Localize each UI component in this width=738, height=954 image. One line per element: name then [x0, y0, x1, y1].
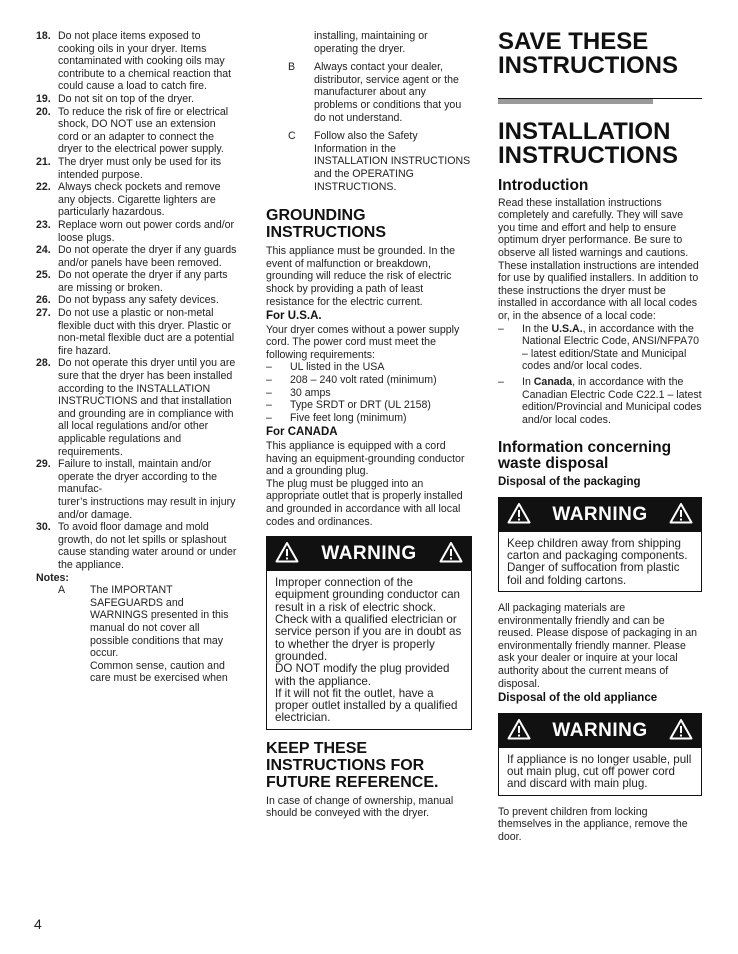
- safety-list-item: [36, 156, 239, 181]
- warning-label: WARNING: [552, 503, 648, 525]
- note-a-cont-text: installing, maintaining or operating the dryer.: [314, 30, 428, 55]
- safety-list-item: [36, 458, 239, 521]
- safety-list-item: [36, 244, 239, 269]
- intro-title: Introduction: [498, 177, 589, 194]
- warning-text: Improper connection of the equipment grounding conductor can result in a risk of electric shock. Check with a qualified electrician or service person if you are in doubt as to whether the dryer is properly grounded. DO NOT modify the plug provided with the appliance. If it will not fit the outlet, have a proper outlet installed by a qualified electrician.: [275, 576, 462, 725]
- item-text: Do not sit on top of the dryer.: [58, 92, 195, 105]
- item-text: Do not operate the dryer if any parts are missing or broken.: [58, 269, 228, 294]
- requirement-item: – 30 amps: [266, 386, 331, 399]
- canada-title: For CANADA: [266, 426, 338, 439]
- note-a-text: The IMPORTANT SAFEGUARDS and WARNINGS presented in this manual do not cover all possible conditions that may occur. Common sense, caution and care must be exercised when: [90, 584, 229, 685]
- keep-title: KEEP THESE INSTRUCTIONS FOR FUTURE REFERENCE.: [266, 739, 439, 791]
- packaging-title: Disposal of the packaging: [498, 476, 641, 489]
- item-number: 30.: [36, 521, 51, 534]
- item-text: Do not operate this dryer until you are sure that the dryer has been installed according to the INSTALLATION INSTRUCTIONS and that installation and grounding are in compliance with all local regulations and/or other applicable regulations and requirements.: [58, 357, 236, 458]
- code-usa: – In the U.S.A., in accordance with the National Electric Code, ANSI/NFPA70 – latest edition/State and Municipal codes and/or local codes.: [498, 322, 700, 373]
- item-text: To avoid floor damage and mold growth, do not let spills or splashout cause standing water around or under the appliance.: [58, 521, 237, 571]
- item-number: 23.: [36, 218, 51, 231]
- note-a: [58, 584, 239, 685]
- item-text: Replace worn out power cords and/or loose plugs.: [58, 218, 235, 244]
- safety-list-item: [36, 521, 239, 571]
- item-text: The dryer must only be used for its intended purpose.: [58, 155, 222, 181]
- safety-list-item: [36, 269, 239, 294]
- note-a-continued: [266, 30, 472, 55]
- safety-list-item: [36, 30, 239, 93]
- safety-list-item: [36, 106, 239, 156]
- item-text: Do not operate the dryer if any guards and/or panels have been removed.: [58, 244, 237, 269]
- requirement-item: – UL listed in the USA: [266, 361, 385, 374]
- safety-list: [36, 30, 239, 572]
- item-number: 28.: [36, 357, 51, 370]
- warning-triangle-icon: [669, 718, 693, 744]
- note-b-text: Always contact your dealer, distributor, service agent or the manufacturer about any problems or conditions that you do not understand.: [314, 61, 462, 124]
- note-c: [266, 130, 472, 193]
- warning-triangle-icon: [439, 541, 463, 567]
- waste-title: Information concerning waste disposal: [498, 439, 672, 473]
- packaging-warning-box: [498, 497, 702, 592]
- intro-text: Read these installation instructions completely and carefully. They will save you time and effort and help to ensure optimum dryer performance. Be sure to observe all listed warnings and cautions. These installation instructions are intended for use by qualified installers. In addition to these instructions the dryer must be installed in accordance with all local codes or, in the absence of a local code:: [498, 196, 699, 322]
- note-c-letter: C: [288, 130, 296, 143]
- item-number: 24.: [36, 244, 51, 257]
- grounding-warning-box: [266, 536, 472, 730]
- item-number: 27.: [36, 307, 51, 320]
- install-title: INSTALLATION INSTRUCTIONS: [498, 118, 678, 169]
- warning-text: If appliance is no longer usable, pull out main plug, cut off power cord and discard with main plug.: [507, 752, 692, 791]
- warning-header: [499, 714, 701, 748]
- warning-triangle-icon: [507, 718, 531, 744]
- item-text: To reduce the risk of fire or electrical shock, DO NOT use an extension cord or an adapter to connect the dryer to the electrical power supply.: [58, 105, 229, 156]
- page-number: 4: [34, 916, 42, 932]
- canada-text: This appliance is equipped with a cord having an equipment-grounding conductor and a grounding plug. The plug must be plugged into an appropriate outlet that is properly installed and grounded in accordance with all local codes and ordinances.: [266, 440, 465, 528]
- item-number: 19.: [36, 92, 51, 105]
- old-appliance-title: Disposal of the old appliance: [498, 692, 658, 705]
- warning-triangle-icon: [507, 502, 531, 528]
- grounding-text: This appliance must be grounded. In the event of malfunction or breakdown, grounding will reduce the risk of electric shock by providing a path of least resistance for the electric current.: [266, 245, 456, 308]
- item-number: 20.: [36, 105, 51, 118]
- safety-list-item: [36, 93, 239, 106]
- usa-text: Your dryer comes without a power supply cord. The power cord must meet the following requirements:: [266, 323, 460, 361]
- item-number: 22.: [36, 181, 51, 194]
- item-number: 18.: [36, 30, 51, 42]
- item-text: Do not place items exposed to cooking oils in your dryer. Items contaminated with cooking oils may contribute to a chemical reaction that could cause a load to catch fire.: [58, 30, 232, 93]
- item-number: 26.: [36, 294, 51, 307]
- note-b: [266, 61, 472, 124]
- warning-label: WARNING: [552, 719, 648, 741]
- item-text: Do not use a plastic or non-metal flexible duct with this dryer. Plastic or non-metal flexible duct are a potential fire hazard.: [58, 307, 235, 357]
- save-title: SAVE THESE INSTRUCTIONS: [498, 28, 678, 79]
- packaging-text: All packaging materials are environmentally friendly and can be reused. Please dispose of packaging in an environmentally friendly manner. Please ask your dealer or inquire at your local authority about the current means of disposal.: [498, 602, 698, 690]
- warning-header: [267, 537, 471, 571]
- safety-list-item: [36, 219, 239, 244]
- item-number: 29.: [36, 458, 51, 471]
- warning-label: WARNING: [321, 542, 417, 564]
- item-number: 25.: [36, 269, 51, 282]
- old-appliance-warning-box: [498, 713, 702, 796]
- note-a-letter: A: [58, 584, 66, 597]
- usa-title: For U.S.A.: [266, 310, 322, 323]
- requirement-item: – Type SRDT or DRT (UL 2158): [266, 399, 431, 412]
- note-c-text: Follow also the Safety Information in the INSTALLATION INSTRUCTIONS and the OPERATING INSTRUCTIONS.: [314, 130, 471, 193]
- warning-text: Keep children away from shipping carton and packaging components. Danger of suffocation from plastic foil and folding cartons.: [507, 536, 688, 587]
- item-text: Failure to install, maintain and/or operate the dryer according to the manufac- turer’s instructions may result in injury and/or damage.: [58, 458, 236, 521]
- keep-text: In case of change of ownership, manual should be conveyed with the dryer.: [266, 794, 454, 820]
- warning-triangle-icon: [669, 502, 693, 528]
- item-text: Always check pockets and remove any objects. Cigarette lighters are particularly hazardous.: [58, 181, 221, 219]
- item-number: 21.: [36, 155, 51, 168]
- grounding-title: GROUNDING INSTRUCTIONS: [266, 207, 386, 242]
- requirement-item: – Five feet long (minimum): [266, 411, 407, 424]
- note-b-letter: B: [288, 61, 296, 74]
- safety-list-item: [36, 357, 239, 458]
- column-1: [36, 30, 239, 685]
- warning-triangle-icon: [275, 541, 299, 567]
- usa-requirements: [266, 361, 472, 424]
- old-appliance-text: To prevent children from locking themselves in the appliance, remove the door.: [498, 805, 688, 843]
- section-divider: [498, 98, 702, 106]
- code-canada: – In Canada, in accordance with the Canadian Electric Code C22.1 – latest edition/Provincial and Municipal codes and/or local codes.: [498, 375, 702, 426]
- requirement-item: – 208 – 240 volt rated (minimum): [266, 374, 437, 387]
- column-2: [266, 30, 472, 820]
- item-text: Do not bypass any safety devices.: [58, 294, 219, 307]
- warning-header: [499, 498, 701, 532]
- notes-title: Notes:: [36, 571, 69, 584]
- safety-list-item: [36, 181, 239, 219]
- safety-list-item: [36, 294, 239, 307]
- safety-list-item: [36, 307, 239, 357]
- column-3: [498, 30, 702, 843]
